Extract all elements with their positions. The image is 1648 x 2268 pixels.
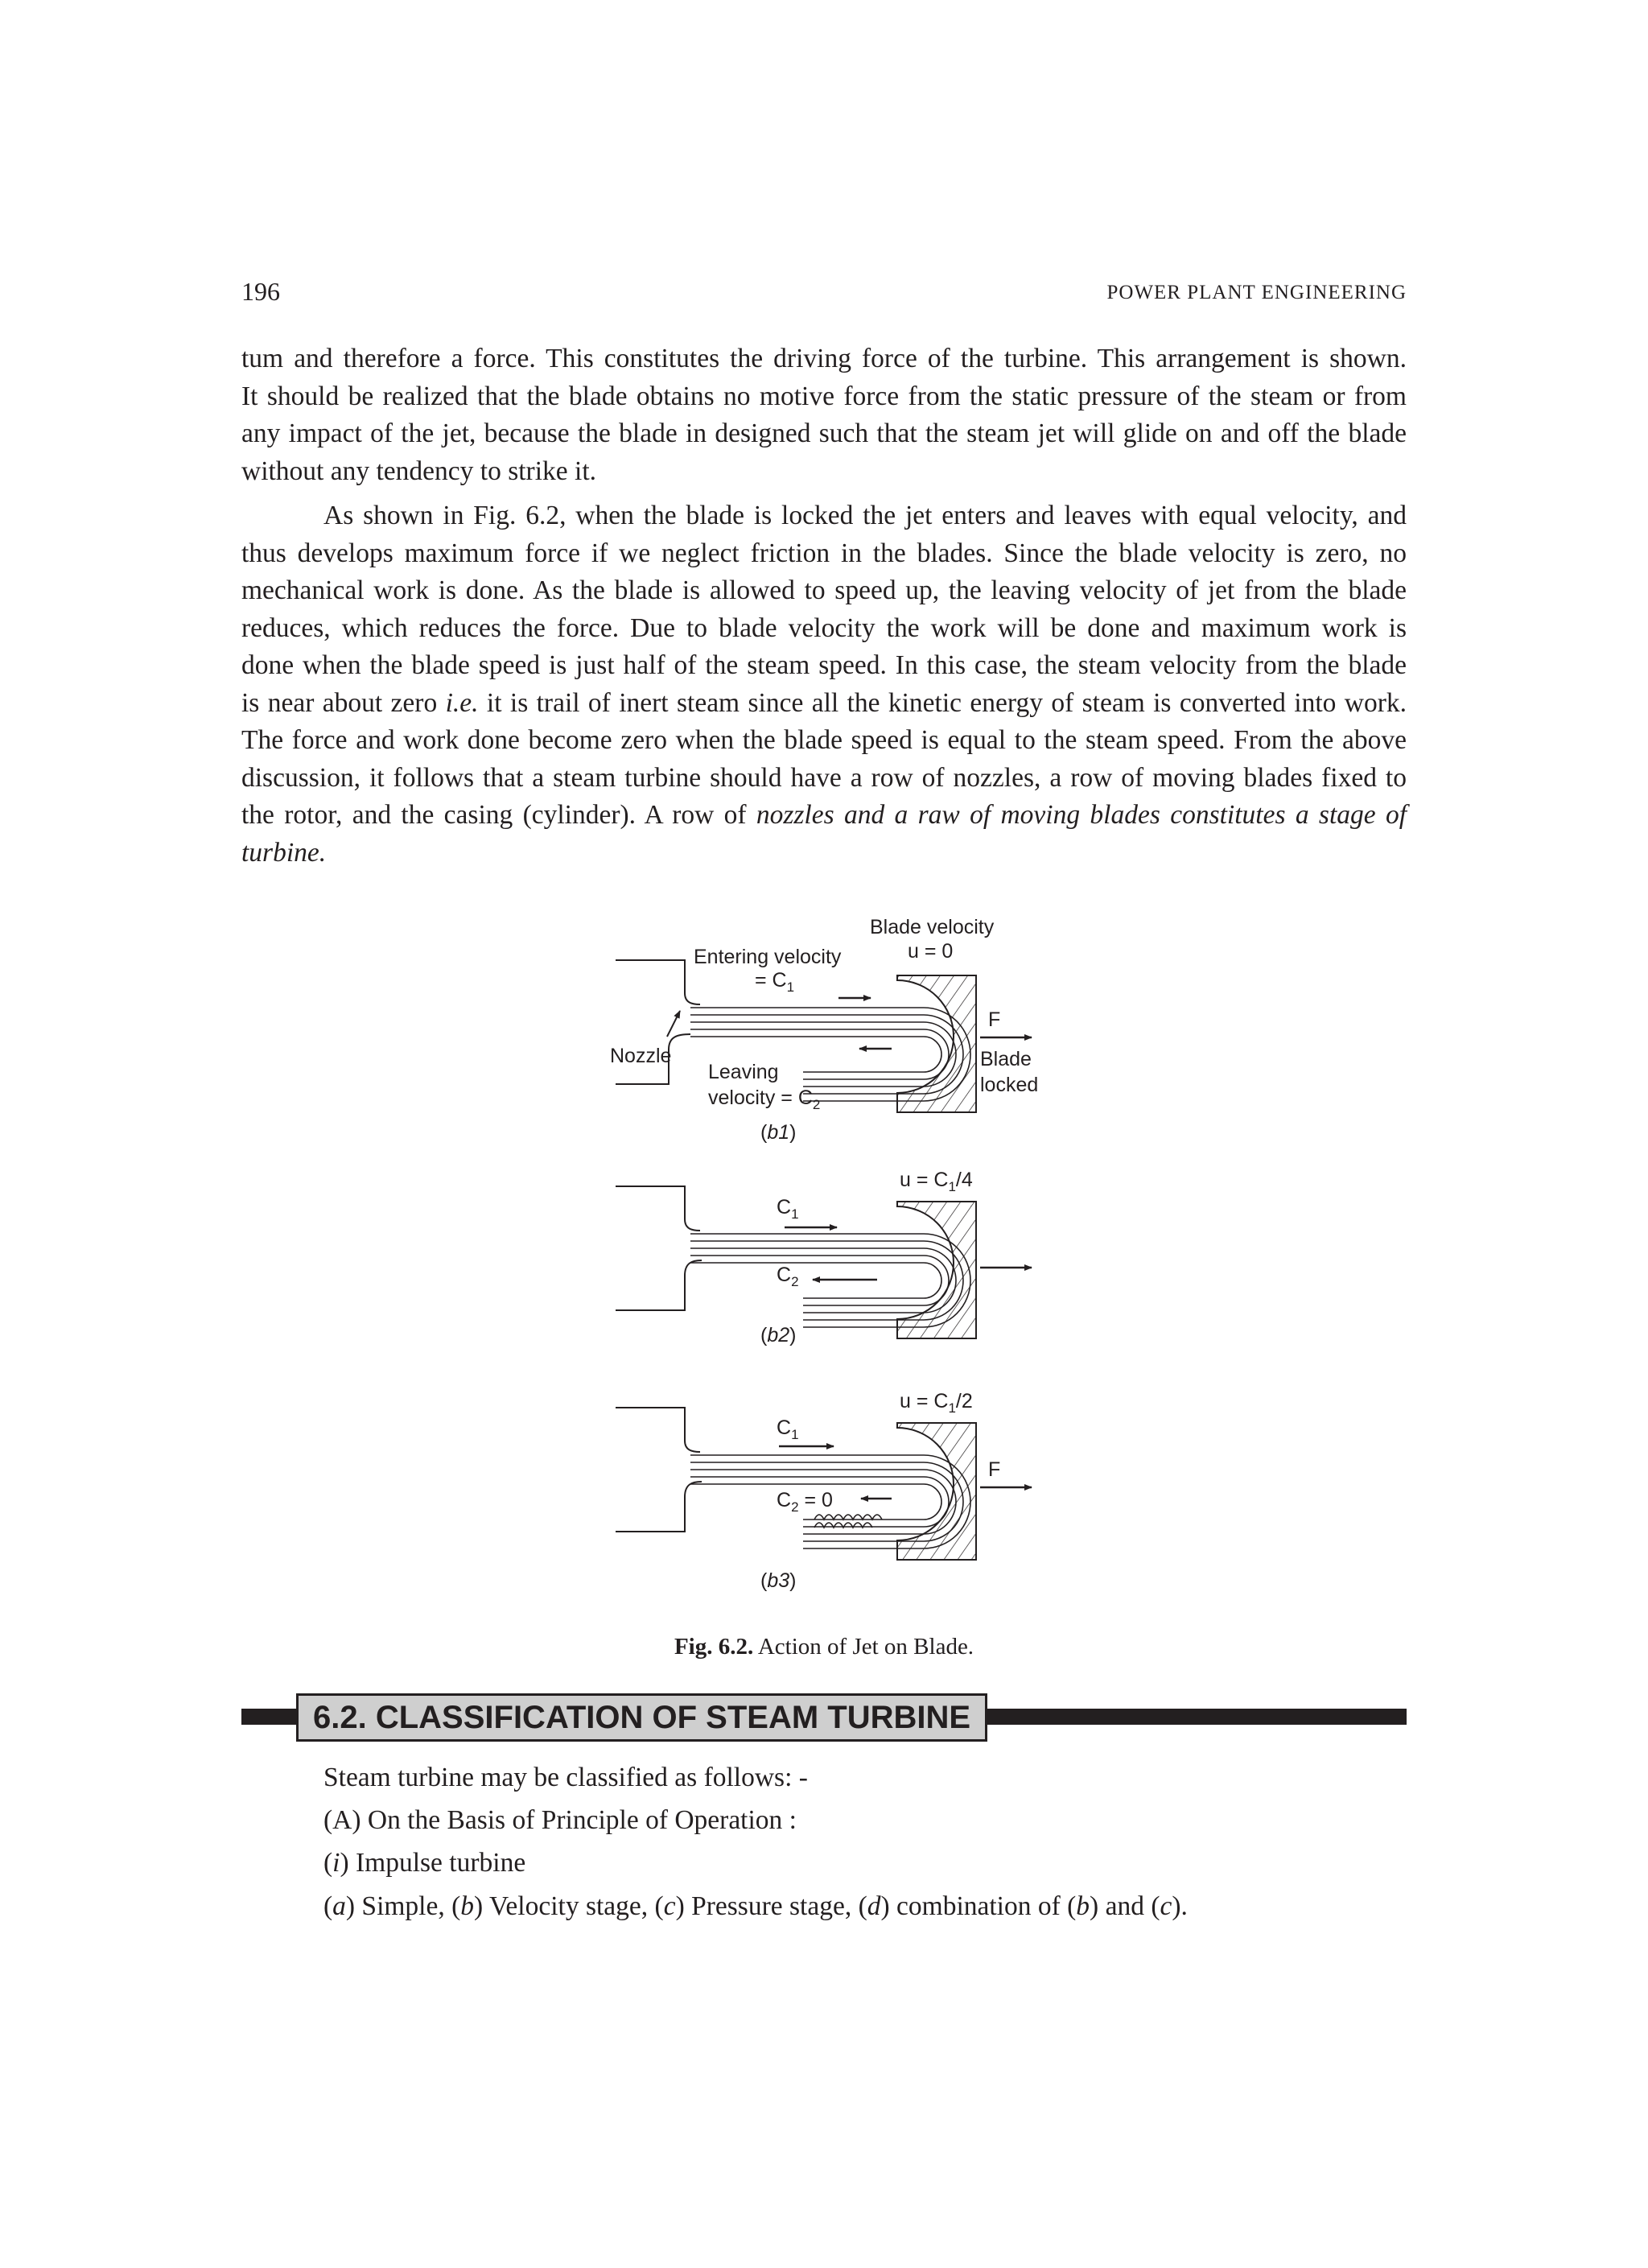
text-run: u = C bbox=[900, 1390, 949, 1412]
italic-run: i.e. bbox=[445, 687, 479, 718]
italic-run: d bbox=[867, 1891, 881, 1921]
paragraph-line: any impact of the jet, because the blade in designed such that the steam jet will glide on and off the blade bbox=[241, 419, 1407, 448]
text-run: /2 bbox=[955, 1390, 973, 1412]
diagram-b3 bbox=[616, 1390, 1032, 1592]
italic-run: turbine. bbox=[241, 837, 327, 868]
text-run: ). bbox=[1172, 1891, 1188, 1921]
blade-velocity-label: Blade velocity bbox=[870, 916, 995, 938]
jet-blade-figure bbox=[595, 905, 1046, 1598]
paragraph-line: discussion, it follows that a steam turbine should have a row of nozzles, a row of moving blades fixed to bbox=[241, 762, 1407, 793]
subscript: 2 bbox=[812, 1097, 821, 1112]
text-run: ) Velocity stage, ( bbox=[474, 1891, 664, 1921]
inert-steam-squiggle bbox=[814, 1515, 882, 1528]
italic-run: b1 bbox=[767, 1121, 790, 1144]
c1-label bbox=[777, 1196, 799, 1222]
italic-run: c bbox=[1160, 1891, 1172, 1921]
italic-run: c bbox=[663, 1891, 676, 1921]
text-run: C bbox=[777, 1416, 792, 1439]
italic-run: a bbox=[332, 1891, 346, 1921]
running-head: POWER PLANT ENGINEERING bbox=[1106, 282, 1407, 303]
classification-basis: (A) On the Basis of Principle of Operation : bbox=[323, 1805, 797, 1835]
text-run: ) Simple, ( bbox=[345, 1891, 461, 1921]
text-run: = C bbox=[755, 969, 787, 992]
subscript: 1 bbox=[791, 1427, 799, 1442]
subscript: 1 bbox=[948, 1179, 956, 1194]
entering-velocity-eq bbox=[755, 969, 794, 995]
figure-caption-text: Action of Jet on Blade. bbox=[753, 1634, 974, 1660]
italic-run: b bbox=[1076, 1891, 1090, 1921]
text-run: u = C bbox=[900, 1169, 949, 1191]
nozzle-pointer-arrow bbox=[667, 1011, 680, 1037]
text-run: it is trail of inert steam since all the kinetic energy of steam is converted into work. bbox=[478, 687, 1407, 718]
paragraph-line: mechanical work is done. As the blade is allowed to speed up, the leaving velocity of jet from the blade bbox=[241, 575, 1407, 605]
force-label: F bbox=[988, 1008, 1001, 1031]
text-run: ) combination of ( bbox=[880, 1891, 1077, 1921]
text-run: ) Pressure stage, ( bbox=[675, 1891, 867, 1921]
italic-run: b bbox=[460, 1891, 475, 1921]
paragraph-line: done when the blade speed is just half of the steam speed. In this case, the steam velocity from the blade bbox=[241, 650, 1407, 680]
text-run: ( bbox=[760, 1121, 768, 1144]
sub-caption-b2 bbox=[760, 1324, 796, 1346]
list-item bbox=[323, 1891, 1188, 1922]
text-run: ( bbox=[760, 1569, 768, 1592]
text-run: C bbox=[777, 1489, 792, 1511]
paragraph-line bbox=[241, 797, 1407, 835]
paragraph-line: tum and therefore a force. This constitutes the driving force of the turbine. This arrangement is shown. bbox=[241, 344, 1407, 373]
text-run: ) bbox=[789, 1324, 797, 1346]
subscript: 1 bbox=[791, 1206, 799, 1222]
paragraph-line: The force and work done become zero when the blade speed is equal to the steam speed. From the above bbox=[241, 725, 1407, 755]
paragraph-line: As shown in Fig. 6.2, when the blade is locked the jet enters and leaves with equal velocity, and bbox=[323, 501, 1407, 530]
leaving-velocity-eq bbox=[708, 1087, 820, 1112]
nozzle-label: Nozzle bbox=[610, 1045, 672, 1067]
text-run: = 0 bbox=[798, 1489, 833, 1511]
leaving-velocity-label: Leaving bbox=[708, 1061, 779, 1083]
nozzle-b3 bbox=[616, 1408, 702, 1532]
blade-velocity-value: u = 0 bbox=[908, 940, 954, 963]
text-run: ) Impulse turbine bbox=[340, 1848, 526, 1878]
paragraph-line: thus develops maximum force if we neglect friction in the blades. Since the blade velocity is zero, no bbox=[241, 538, 1407, 568]
text-run: is near about zero bbox=[241, 687, 446, 718]
classification-intro: Steam turbine may be classified as follows: - bbox=[323, 1763, 808, 1792]
c2-label bbox=[777, 1489, 833, 1515]
c1-label bbox=[777, 1416, 799, 1442]
paragraph-line bbox=[241, 685, 1407, 723]
sub-caption-b3 bbox=[760, 1569, 796, 1592]
blade-b1 bbox=[897, 975, 976, 1112]
italic-run: i bbox=[332, 1848, 340, 1878]
blade-velocity-value bbox=[900, 1169, 973, 1194]
list-item bbox=[323, 1848, 525, 1878]
blade-velocity-value bbox=[900, 1390, 973, 1416]
italic-run: b3 bbox=[767, 1569, 790, 1592]
figure-caption-label: Fig. 6.2. bbox=[674, 1634, 754, 1660]
diagram-b1 bbox=[610, 916, 1038, 1144]
paragraph-line: without any tendency to strike it. bbox=[241, 456, 596, 486]
c2-label bbox=[777, 1264, 799, 1289]
subscript: 1 bbox=[948, 1400, 956, 1416]
text-run: ) bbox=[789, 1569, 797, 1592]
entering-velocity-label: Entering velocity bbox=[694, 946, 842, 968]
text-run: ( bbox=[323, 1848, 333, 1878]
sub-caption-b1 bbox=[760, 1121, 796, 1144]
text-run: ) and ( bbox=[1090, 1891, 1160, 1921]
text-run: the rotor, and the casing (cylinder). A row of bbox=[241, 800, 756, 830]
paragraph-line: reduces, which reduces the force. Due to blade velocity the work will be done and maximum work is bbox=[241, 612, 1407, 643]
page-number: 196 bbox=[241, 277, 280, 306]
paragraph-line bbox=[241, 835, 1407, 872]
text-run: ( bbox=[323, 1891, 333, 1921]
paragraph-1 bbox=[241, 340, 1407, 490]
text-run: velocity = C bbox=[708, 1087, 813, 1109]
force-label: F bbox=[988, 1458, 1001, 1481]
text-run: /4 bbox=[955, 1169, 973, 1191]
text-run: ) bbox=[789, 1121, 797, 1144]
section-heading: 6.2. CLASSIFICATION OF STEAM TURBINE bbox=[296, 1693, 987, 1742]
subscript: 1 bbox=[786, 979, 795, 995]
italic-run: nozzles and a raw of moving blades constitutes a stage of bbox=[756, 800, 1407, 830]
subscript: 2 bbox=[791, 1499, 799, 1515]
blade-locked-label: locked bbox=[980, 1074, 1039, 1096]
diagram-b2 bbox=[616, 1169, 1032, 1346]
blade-b3 bbox=[897, 1423, 976, 1560]
text-run: C bbox=[777, 1264, 792, 1286]
nozzle-b2 bbox=[616, 1186, 702, 1310]
italic-run: b2 bbox=[767, 1324, 790, 1346]
paragraph-2 bbox=[241, 497, 1407, 872]
text-run: ( bbox=[760, 1324, 768, 1346]
paragraph-line: It should be realized that the blade obtains no motive force from the static pressure of the steam or from bbox=[241, 381, 1407, 411]
blade-b2 bbox=[897, 1202, 976, 1338]
blade-locked-label: Blade bbox=[980, 1048, 1032, 1070]
text-run: C bbox=[777, 1196, 792, 1219]
subscript: 2 bbox=[791, 1274, 799, 1289]
figure-caption bbox=[0, 1634, 1648, 1660]
